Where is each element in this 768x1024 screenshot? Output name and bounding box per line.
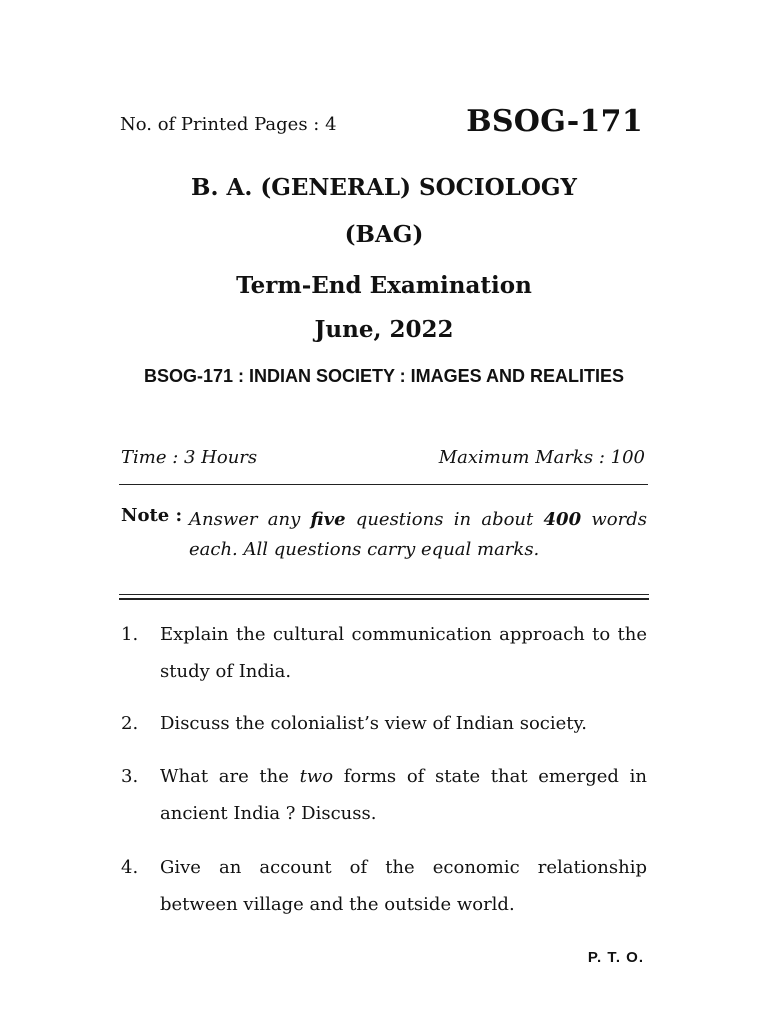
question-number: 2. <box>121 713 139 734</box>
question-item <box>121 705 647 742</box>
note-text-part: Answer any <box>189 509 311 530</box>
note-text <box>189 505 647 565</box>
note-emphasis-count: five <box>310 509 346 530</box>
paper-code: BSOG-171 <box>466 104 643 139</box>
question-text: Discuss the colonialist’s view of Indian society. <box>160 713 588 734</box>
question-number: 1. <box>121 624 139 645</box>
exam-session: June, 2022 <box>314 316 454 343</box>
time-allowed: Time : 3 Hours <box>121 447 258 468</box>
maximum-marks: Maximum Marks : 100 <box>438 447 645 468</box>
question-item <box>121 849 647 923</box>
question-item <box>121 616 647 690</box>
question-text-part: forms of state that emerged in ancient India ? Discuss. <box>160 766 647 824</box>
question-text: Explain the cultural communication approach to the study of India. <box>160 624 647 682</box>
question-item <box>121 758 647 832</box>
question-number: 3. <box>121 766 139 787</box>
question-number: 4. <box>121 857 139 878</box>
note-text-part: questions in about <box>345 509 544 530</box>
please-turn-over: P. T. O. <box>587 949 644 966</box>
programme-title: B. A. (GENERAL) SOCIOLOGY <box>191 174 577 201</box>
question-text-part: What are the <box>160 766 300 787</box>
instructions-divider-thick <box>119 598 649 600</box>
question-text <box>160 758 647 832</box>
question-text: Give an account of the economic relationship between village and the outside world. <box>160 857 647 915</box>
exam-title: Term-End Examination <box>236 272 532 299</box>
note-label: Note : <box>121 505 183 526</box>
header-divider <box>119 484 648 485</box>
note-text-part: words each. All questions carry equal marks. <box>189 509 647 560</box>
question-emphasis: two <box>299 766 334 787</box>
note-emphasis-words: 400 <box>543 509 582 530</box>
programme-code: (BAG) <box>344 221 424 248</box>
course-title: BSOG-171 : INDIAN SOCIETY : IMAGES AND REALITIES <box>143 366 625 386</box>
printed-pages-count: No. of Printed Pages : 4 <box>120 114 337 135</box>
instructions-divider-thin <box>119 594 649 595</box>
